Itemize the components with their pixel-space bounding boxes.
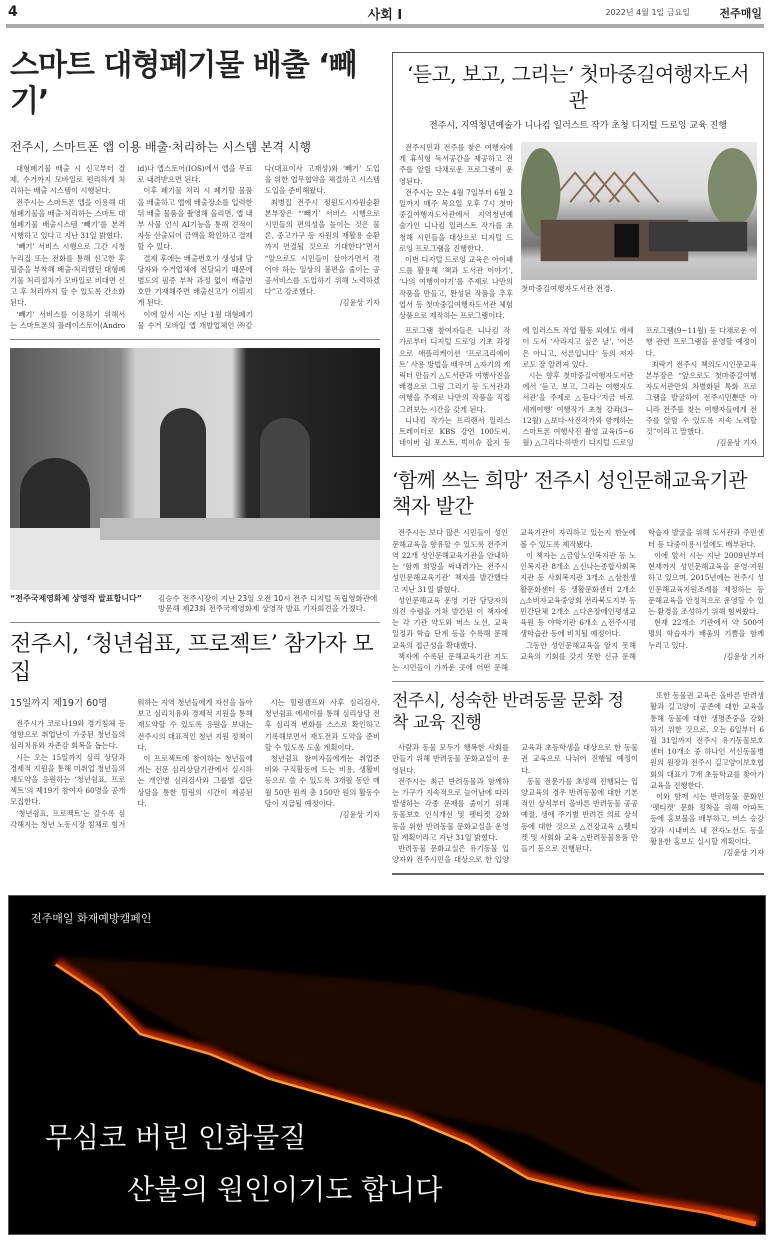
paragraph: 현재 22개소 기관에서 약 500여 명의 학습자가 배움의 기쁨을 함께 누리고 있다. [648, 618, 764, 650]
article3-box [392, 52, 764, 457]
paragraph: 성인문해교육 운영 기관 담당자의 의견 수렴을 거쳐 발간된 이 책자에는 각 기관 약도와 버스 노선, 교육 일정과 학습 단계 등을 수록해 문해교육의 접근성을 확대했다. [392, 595, 508, 650]
divider [392, 681, 764, 682]
paragraph: 전주시는 스마트폰 앱을 이용해 대형폐기물을 배출·처리하는 스마트 대형폐기물 배출시스템 ‘빼기’를 본격 시행하고 있다고 지난 31일 밝혔다. [10, 197, 126, 241]
article5-body-right [650, 690, 764, 865]
paragraph: ‘빼기’ 서비스를 이용하기 위해서는 스마트폰의 플레이스토어(Android)나 앱스토어(IOS)에서 앱을 무료로 내려받으면 된다. [10, 164, 253, 330]
issue-date: 2022년 4월 1일 금요일 [605, 8, 690, 17]
byline: /김윤상 기자 [339, 810, 380, 820]
page-number: 4 [8, 4, 18, 20]
paragraph: 반려동물 문화교실은 유기동물 입양자와 전주시민을 대상으로 한 입양교육과 초등학생을 대상으로 한 동물권 교육으로 나뉘어 진행될 예정이다. [392, 743, 638, 865]
paragraph: 또한 동물권 교육은 올바른 반려생활과 길고양이 공존에 대한 교육을 통해 동물에 대한 생명존중을 강화하기 위한 것으로, 오는 6일부터 6월 31일까지 전주시 유기동물보호센터 10개소 중 하나인 서신동물병원의 원장과 전주시 길고양이보호협회의 대표가 7개 초등학교를 찾아가 교육을 진행한다. [650, 691, 764, 790]
paragraph: 전주시민과 전주를 찾은 여행자에게 휴식형 독서공간을 제공하고 전주를 알릴 다채로운 프로그램이 운영된다. [399, 143, 513, 186]
paragraph: 전주시는 오는 4월 7일부터 6월 2일까지 매주 목요일 오후 7시 첫마중길여행자도서관에서 지역청년예술가인 니나킴 일러스트 작가를 초청해 시민들을 대상으로 디지털 드로잉 프로그램을 진행한다. [399, 187, 513, 253]
byline: /김윤상 기자 [723, 651, 764, 661]
fire-prevention-ad [8, 895, 766, 1235]
article3-body [399, 325, 757, 448]
paragraph: 이번 디지털 드로잉 교육은 아이패드를 활용해 ‘책과 도서관 이야기’, ‘나의 여행이야기’를 주제로 나만의 작품을 만들고, 완성된 작품을 추후 엽서 등 첫마중길여행자도서관 체험상품으로 제작하는 프로그램이다. [399, 255, 513, 321]
paragraph: 프로그램 참여자들은 니나킴 작가로부터 디지털 드로잉 기초 과정으로 애플리케이션 ‘프로크리에이트’ 사용 방법을 배우며 △자기의 캐릭터 만들기 △도서관과 여행사진을 배경으로 그림 그리기 등 도서관과 여행을 주제로 나만의 작품을 직접 그려보는 시간을 갖게 된다. [399, 326, 511, 414]
article1-subhead: 전주시, 스마트폰 앱 이용 배출·처리하는 시스템 본격 시행 [10, 140, 311, 154]
article4-body [392, 527, 764, 673]
paragraph: 사람과 동물 모두가 행복한 사회를 만들기 위해 반려동물 문화교실이 운영된다. [392, 743, 509, 775]
right-column [392, 34, 764, 883]
paragraph: 시는 향후 첫마중길여행자도서관에서 ‘듣고, 보고, 그리는 여행자도서관’을 주제로 △듣다-‘지금 바로 세계여행’ 여행작가 초청 강좌(3~12월) △보다-사진작가와 함께하는 스마트폰 여행사진 촬영 교육(5~6월) △그리다-하반기 디지털 드로잉 프로그램(9~11월) 등 다채로운 여행 관련 프로그램을 운영할 예정이다. [522, 326, 757, 448]
press-conference-photo [10, 348, 380, 590]
ad-campaign-label: 전주매일 화재예방캠페인 [31, 912, 152, 926]
divider [10, 622, 380, 623]
page-header [0, 0, 770, 34]
byline: /김윤상 기자 [339, 298, 380, 308]
divider [10, 339, 380, 340]
article-subhead: 15일까지 제19기 60명 [10, 698, 108, 710]
article1-headline: 스마트 대형폐기물 배출 ‘빼기’ [10, 48, 357, 119]
article3-subhead: 전주시, 지역청년예술가 니나킴 일러스트 작가 초청 디지털 드로잉 교육 진행 [428, 121, 728, 131]
paragraph: 전주시가 코로나19와 경기침체 등 영향으로 취업난이 가중된 청년들의 심리치유와 자존감 회복을 돕는다. [10, 719, 126, 751]
library-photo [521, 142, 757, 280]
paragraph: 최락기 전주시 책의도시인문교육본부장은 “앞으로도 첫마중길여행자도서관만의 차별화된 특화 프로그램을 발굴하여 전주시민뿐만 아니라 전주를 찾는 여행자들에게 전주를 알릴 수 있도록 지속 노력할 것”이라고 말했다. [645, 359, 757, 437]
byline: /김윤상 기자 [723, 847, 764, 857]
paragraph: 전주시는 보다 많은 시민들이 성인문해교육을 향유할 수 있도록 전주지역 22개 성인문해교육기관을 안내하는 ‘함께 희망을 써내려가는 전주시 성인문해교육기관’ 책자를 발간했다고 지난 31일 밝혔다. [392, 528, 508, 594]
paragraph: 대형폐기물 배출 시 신고부터 결제, 수거까지 모바일로 편리하게 처리하는 배출 시스템이 시행된다. [10, 164, 126, 196]
divider [392, 873, 764, 875]
paragraph: 이에 앞서 시는 지난 1월 대형폐기물 수거 모바일 앱 개발업체인 ㈜같다(대표이사 고재성)와 ‘빼기’ 도입을 위한 업무협약을 체결하고 시스템 도입을 준비해왔다. [137, 164, 380, 330]
photo-caption-title: “전주국제영화제 상영작 발표합니다” [10, 594, 143, 604]
paragraph: 이와 함께 시는 반려동물 문화인 ‘펫티켓’ 문화 정착을 위해 아파트 등에 홍보물을 배부하고, 버스 승강장과 시내버스 내 전자노선도 등을 활용한 홍보도 실시할 계획이다. [650, 791, 764, 846]
article3-body-top [399, 142, 513, 321]
paragraph: 청년쉼표 참여자들에게는 취업준비와 구직활동에 드는 비용, 생활비 등으로 쓸 수 있도록 3개월 동안 매월 50만 원씩 총 150만 원의 활동수당이 지급될 예정이다. [264, 754, 380, 808]
article3-headline: ‘듣고, 보고, 그리는’ 첫마중길여행자도서관 [406, 62, 750, 112]
paragraph: 책자에 수록된 문해교육기관 지도는 시민들이 가까운 곳에 어떤 문해교육기관이 자리하고 있는지 한눈에 볼 수 있도록 제작됐다. [392, 528, 636, 672]
paragraph: 이후 폐기물 처리 시 폐기할 물품을 배출하고 앱에 배출장소를 입력한 뒤 배출 물품을 촬영해 올리면, 앱 내부 사물 인식 AI기능을 통해 견적이 자동 산출되어 금액을 확인하고 결제할 수 있다. [137, 186, 253, 252]
ad-slogan-line1: 무심코 버린 인화물질 [45, 1121, 307, 1155]
byline: /김윤상 기자 [716, 438, 757, 448]
photo-caption-text: 김승수 전주시장이 지난 23일 오전 10시 전주 디지털 독립영화관에 방문해 제23회 전주국제영화제 상영작 발표 기자회견을 가졌다. [158, 594, 378, 614]
paragraph: 그동안 성인문해교육을 알지 못해 교육의 기회를 갖지 못한 신규 문해학습자 발굴을 위해 도서관과 주민센터 등 다중이용시설에도 배부된다. [520, 528, 764, 661]
article4-headline: ‘함께 쓰는 희망’ 전주시 성인문해교육기관 책자 발간 [392, 468, 748, 519]
paragraph: 시는 오는 15일까지 심리 상담과 경제적 지원을 통해 미취업 청년들의 재도약을 응원하는 ‘청년쉼표, 프로젝트’의 제19기 참여자 60명을 공개 모집한다. [10, 752, 126, 807]
library-photo-caption: 첫마중길여행자도서관 전경. [521, 284, 613, 293]
paragraph: 시는 힐링캠프와 사후 심리검사, 청년쉼표 에세이를 통해 심리상담 전후 심리적 변화를 스스로 확인하고 기록해보면서 재도전과 도약을 준비할 수 있도록 도울 계획이다. [264, 698, 380, 752]
paragraph: 전주시는 최근 반려동물과 함께하는 가구가 지속적으로 늘어남에 따라 발생하는 각종 문제를 줄이기 위해 동물보호 인식개선 및 펫티켓 강화 등을 위한 반려동물 문화교실을 운영할 계획이라고 지난 31일 밝혔다. [392, 776, 509, 842]
paragraph: 이에 앞서 시는 지난 2009년부터 현재까지 성인문해교육을 운영·지원하고 있으며, 2015년에는 전주시 성인문해교육지원조례를 제정하는 등 문해교육을 안정적으로 운영할 수 있는 환경을 조성하기 위해 힘써왔다. [648, 550, 764, 616]
article1-body [10, 163, 380, 331]
header-rule [6, 24, 764, 28]
paragraph: 니나킴 작가는 프리랜서 일러스트레이터로 KBS 강연 100도씨, 네이버 쉼 포스트, 빅이슈 잡지 등에 일러스트 작업 활동 외에도 에세이 도서 ‘사라지고 싶은 날’, ‘어른은 아니고, 서른입니다’ 등의 저자로도 잘 알려져 있다. [399, 326, 634, 448]
article2-body [10, 697, 380, 830]
paragraph: 이 책자는 △금암노인복지관 등 노인복지관 8개소 △신나는종합사회복지관 등 사회복지관 3개소 △삼천생활문화센터 등 생활문화센터 2개소 △소비자교육중앙회 전라북도지부 등 민간단체 2개소 △다온장애인평생교육원 등 야학기관 6개소 △전주시평생학습관 등에 비치될 예정이다. [520, 550, 636, 639]
article5-headline: 전주시, 성숙한 반려동물 문화 정착 교육 진행 [392, 691, 624, 734]
left-column [10, 34, 380, 883]
article5-body [392, 742, 638, 865]
paragraph: ‘빼기’ 서비스 시행으로 그간 시청 누리집 또는 전화를 통해 신고한 후 필증을 부착해 배출·처리했던 대형폐기물 처리절차가 모바일로 비대면 신고 후 처리까지 할 수 있도록 간소화된다. [10, 242, 126, 308]
ad-slogan-line2: 산불의 원인이기도 합니다 [127, 1173, 443, 1207]
paragraph: 결제 후에는 배출번호가 생성돼 담당자와 수거업체에 전달되기 때문에 별도의 필증 부착 과정 없이 배출번호만 기재해주면 배출신고가 이뤄지게 된다. [137, 253, 253, 308]
newspaper-name: 전주매일 [719, 7, 762, 20]
paragraph: ‘청년쉼표, 프로젝트’는 갈수록 심각해지는 청년 노동시장 침체로 힘겨워하는 지역 청년들에게 자신을 돌아보고 심리치유와 경제적 지원을 통해 재도약할 수 있도록 응원을 보내는 전주시의 대표적인 청년 지원 정책이다. [10, 698, 253, 829]
paragraph: 이 프로젝트에 참여하는 청년들에게는 전문 심리상담기관에서 실시하는 개인별 심리검사와 그룹별 집단 상담을 통한 힐링의 시간이 제공된다. [137, 754, 253, 808]
section-name: 사회 I [367, 8, 403, 23]
article2-headline: 전주시, ‘청년쉼표, 프로젝트’ 참가자 모집 [10, 632, 374, 686]
paragraph: 동물 전문가를 초빙해 진행되는 입양교육의 경우 반려동물에 대한 기본적인 상식부터 올바른 반려동물 공공예절, 생애 주기별 반려견 의료 상식 등에 대한 것으로 △건강교육 △펫티켓 및 사회화 교육 △반려동물용품 만들기 등으로 진행된다. [521, 776, 638, 853]
paragraph: 최병집 전주시 정원도시자원순환본부장은 “‘빼기’ 서비스 시행으로 시민들의 편의성을 높이는 것은 물론, 중고가구 등 자원의 재활용 순환까지 연결될 것으로 기대한다”면서 “앞으로도 시민들이 살아가면서 겪어야 하는 일상의 불편을 줄이는 공공서비스를 도입하기 위해 노력하겠다”고 강조했다. [264, 197, 380, 297]
